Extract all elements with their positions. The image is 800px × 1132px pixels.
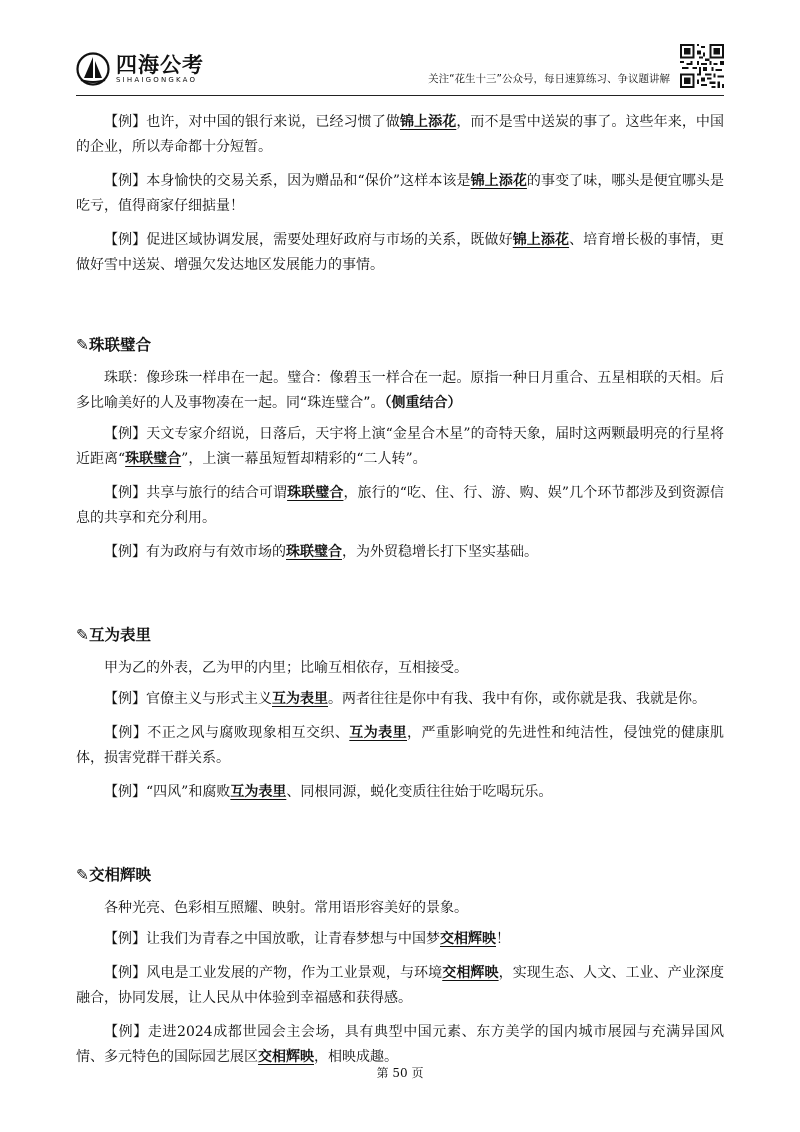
example-paragraph: 【例】促进区域协调发展，需要处理好政府与市场的关系，既做好锦上添花、培育增长极的事情，更做好雪中送炭、增强欠发达地区发展能力的事情。 [76, 232, 725, 273]
example-paragraph: 【例】有为政府与有效市场的珠联璧合，为外贸稳增长打下坚实基础。 [104, 544, 538, 560]
page-header [76, 44, 724, 92]
example-paragraph: 【例】天文专家介绍说，日落后，天宇将上演“金星合木星”的奇特天象，届时这两颗最明亮的行星将近距离“珠联璧合”，上演一幕虽短暂却精彩的“二人转”。 [76, 426, 724, 467]
keyword: 珠联璧合 [287, 485, 344, 501]
keyword: 珠联璧合 [286, 544, 342, 560]
logo-english-name: SIHAIGONGKAO [116, 75, 198, 84]
keyword: 交相辉映 [442, 965, 499, 981]
example-paragraph: 【例】不正之风与腐败现象相互交织、互为表里，严重影响党的先进性和纯洁性，侵蚀党的健康肌体，损害党群干群关系。 [76, 725, 725, 766]
usage-note: （侧重结合） [384, 395, 462, 411]
example-paragraph: 【例】走进2024成都世园会主会场，具有典型中国元素、东方美学的国内城市展园与充满异国风情、多元特色的国际园艺展区交相辉映，相映成趣。 [76, 1024, 724, 1065]
definition-paragraph: 甲为乙的外表，乙为甲的内里；比喻互相依存，互相接受。 [104, 660, 468, 676]
example-paragraph: 【例】官僚主义与形式主义互为表里。两者往往是你中有我、我中有你，或你就是我、我就是你。 [104, 691, 706, 707]
brand-logo [76, 52, 204, 86]
example-paragraph: 【例】共享与旅行的结合可谓珠联璧合，旅行的“吃、住、行、游、购、娱”几个环节都涉及到资源信息的共享和充分利用。 [76, 485, 725, 526]
example-paragraph: 【例】“四风”和腐败互为表里、同根同源，蜕化变质往往始于吃喝玩乐。 [104, 784, 553, 800]
keyword: 互为表里 [272, 691, 328, 707]
keyword: 交相辉映 [440, 931, 496, 947]
example-paragraph: 【例】风电是工业发展的产物，作为工业景观，与环境交相辉映，实现生态、人文、工业、产业深度融合，协同发展，让人民从中体验到幸福感和获得感。 [76, 965, 725, 1006]
header-divider [76, 95, 724, 96]
section-title: ✎互为表里 [76, 626, 151, 644]
section-title: ✎交相辉映 [76, 866, 151, 884]
keyword: 互为表里 [349, 725, 408, 741]
page-number: 第 50 页 [376, 1066, 424, 1080]
example-paragraph: 【例】本身愉快的交易关系，因为赠品和“保价”这样本该是锦上添花的事变了味，哪头是便宜哪头是吃亏，值得商家仔细掂量！ [76, 173, 725, 214]
definition-paragraph: 各种光亮、色彩相互照耀、映射。常用语形容美好的景象。 [104, 900, 468, 916]
example-paragraph: 【例】让我们为青春之中国放歌，让青春梦想与中国梦交相辉映！ [104, 931, 510, 947]
logo-chinese-name: 四海公考 [116, 52, 204, 77]
keyword: 珠联璧合 [125, 451, 182, 467]
example-paragraph: 【例】也许，对中国的银行来说，已经习惯了做锦上添花，而不是雪中送炭的事了。这些年来，中国的企业，所以寿命都十分短暂。 [76, 114, 725, 155]
keyword: 锦上添花 [399, 114, 457, 130]
header-slogan: 关注“花生十三”公众号，每日速算练习、争议题讲解 [428, 73, 670, 85]
keyword: 交相辉映 [258, 1049, 314, 1065]
keyword: 锦上添花 [470, 173, 527, 189]
keyword: 锦上添花 [512, 232, 570, 248]
definition-paragraph: 珠联：像珍珠一样串在一起。璧合：像碧玉一样合在一起。原指一种日月重合、五星相联的天相。后多比喻美好的人及事物凑在一起。同“珠连璧合”。（侧重结合） [76, 370, 724, 411]
qr-code-icon [680, 44, 724, 88]
page-content [76, 110, 724, 1079]
section-title: ✎珠联璧合 [76, 336, 151, 354]
keyword: 互为表里 [230, 784, 287, 800]
sailboat-logo-icon [76, 52, 110, 86]
